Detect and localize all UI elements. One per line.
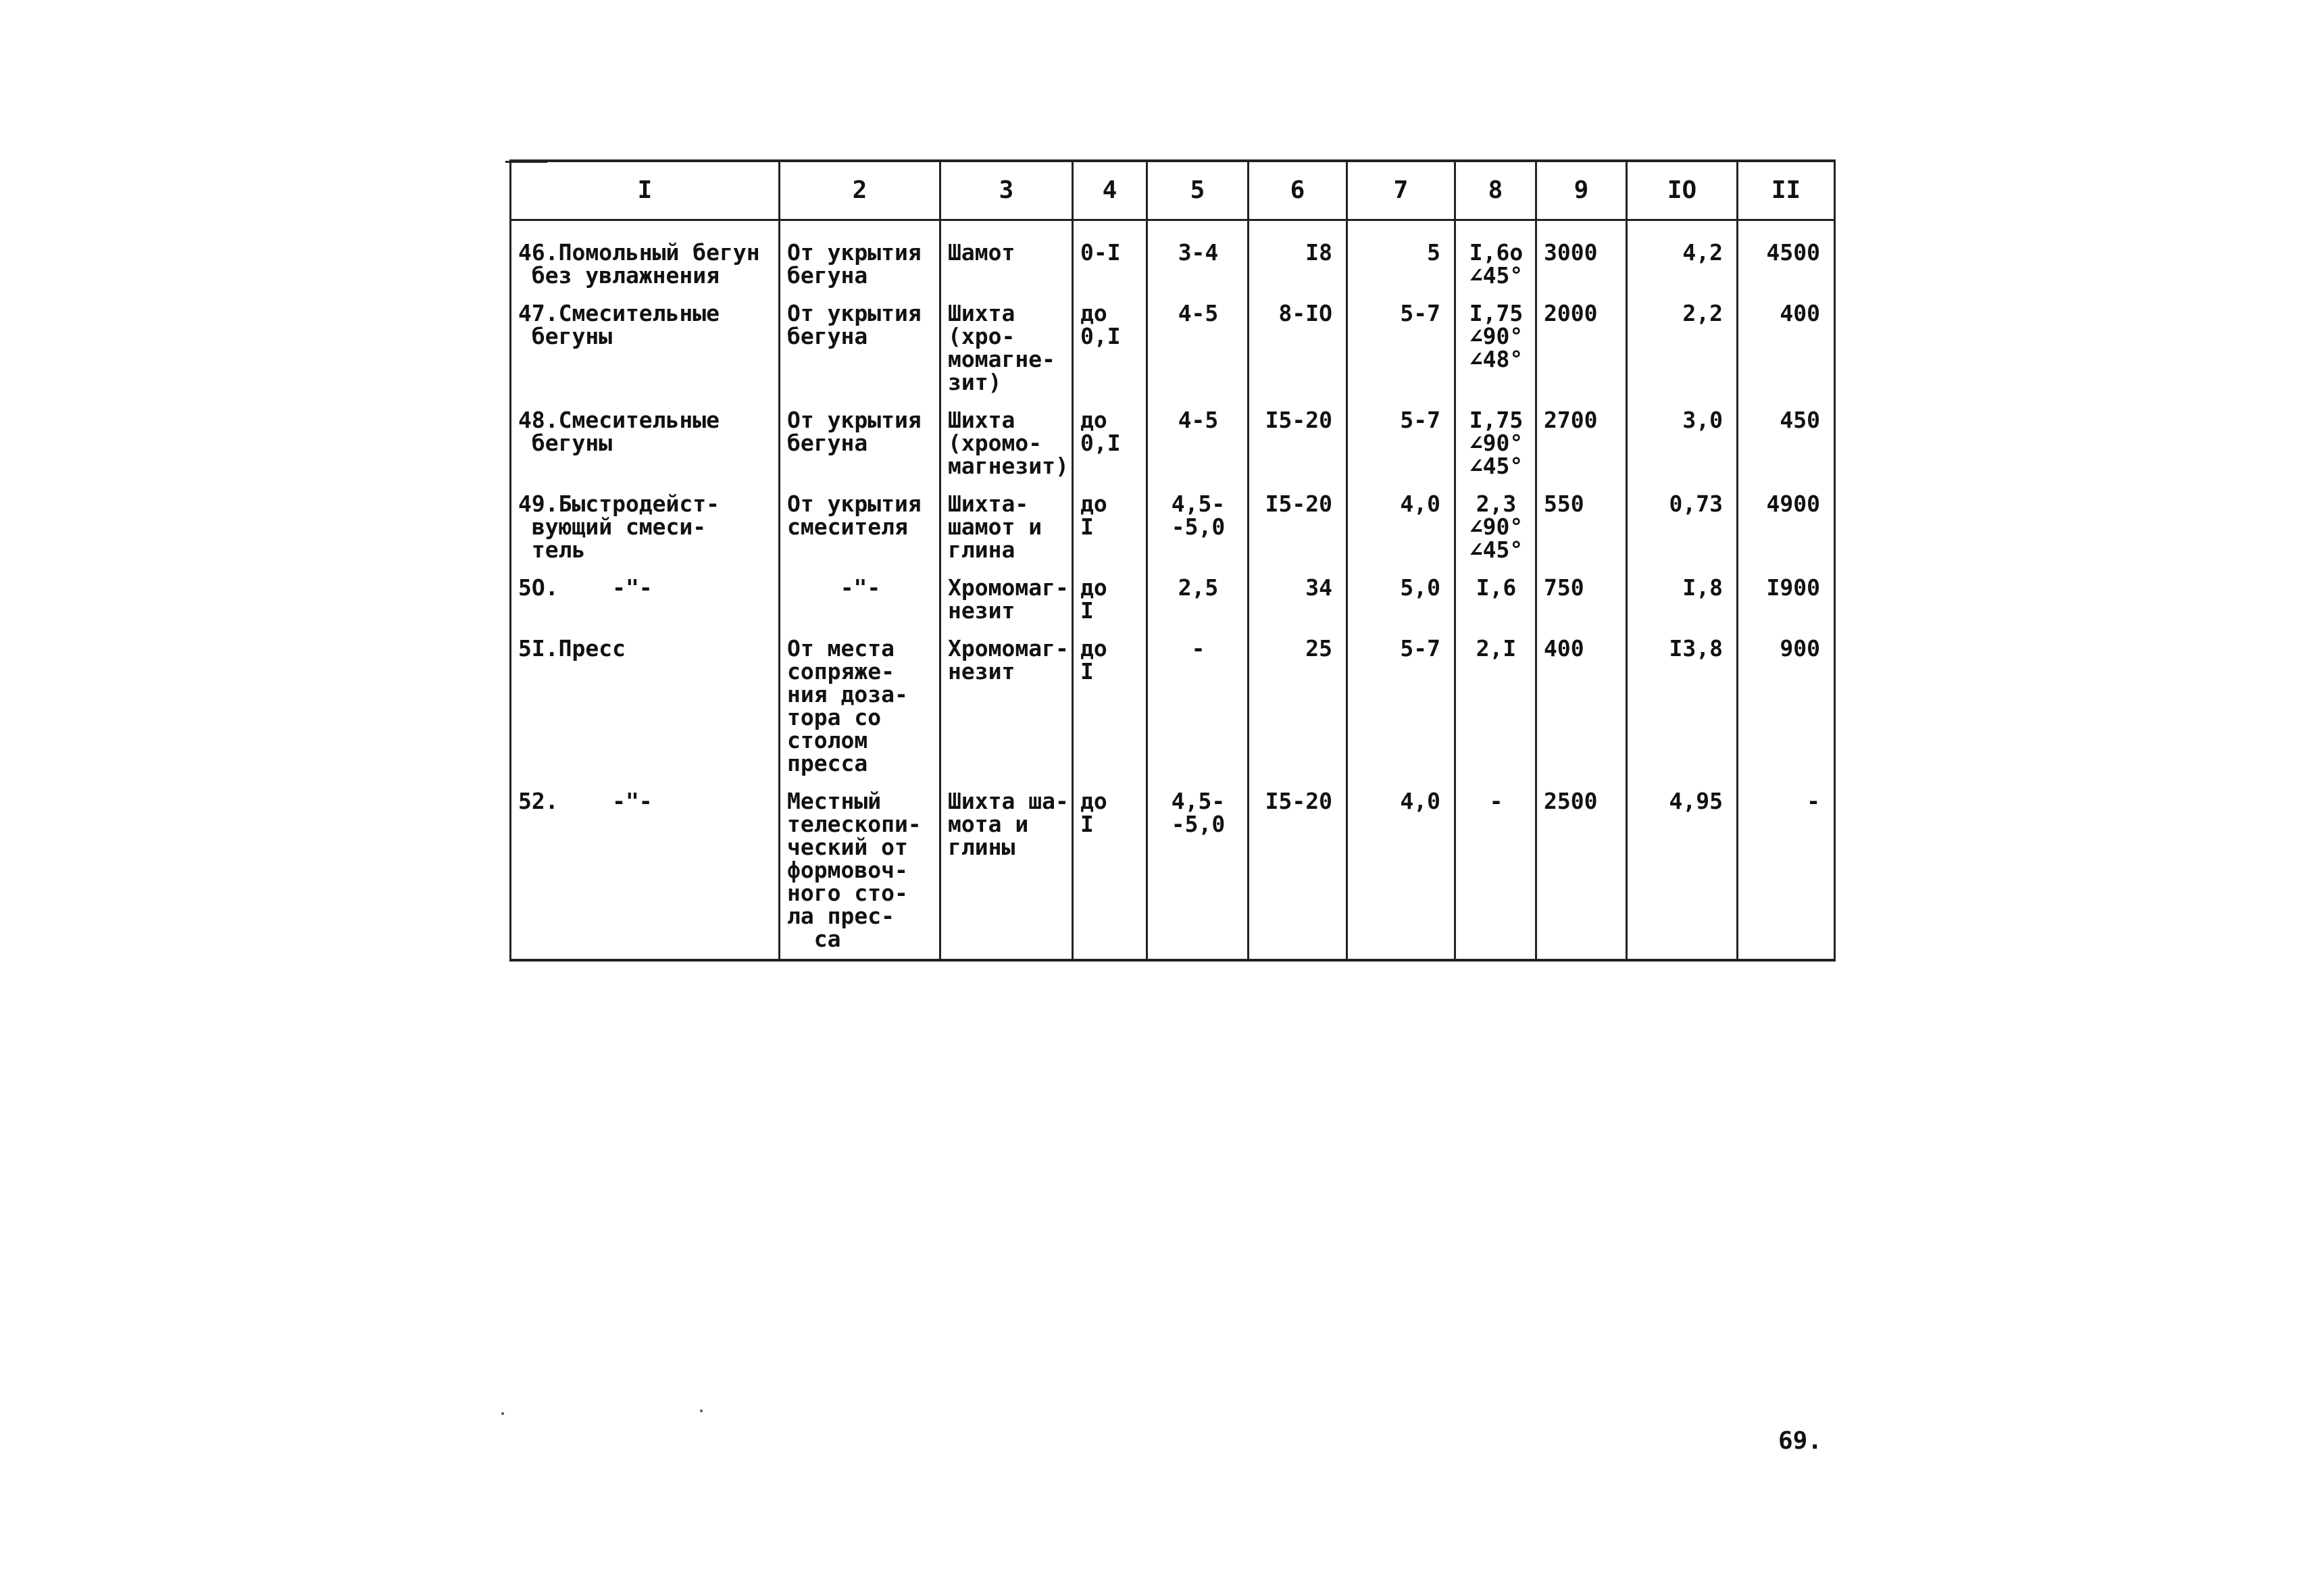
material-cell: Шихта- шамот и глина <box>940 486 1073 570</box>
column-header: 6 <box>1249 161 1347 220</box>
table-header <box>511 161 1835 220</box>
table-cell: 4-5 <box>1147 295 1249 402</box>
table-cell: 550 <box>1536 486 1627 570</box>
table-cell: 750 <box>1536 570 1627 630</box>
table-cell: I,75 ∠90° ∠45° <box>1455 402 1536 486</box>
table-cell: 4,95 <box>1627 783 1738 960</box>
table-cell: 450 <box>1738 402 1835 486</box>
page-number: 69. <box>1778 1427 1823 1455</box>
table-cell: I5-20 <box>1249 402 1347 486</box>
table-cell: 4-5 <box>1147 402 1249 486</box>
table-cell: 4,2 <box>1627 220 1738 296</box>
table-cell: до I <box>1073 570 1147 630</box>
table-row <box>511 220 1835 296</box>
suction-point-cell: От укрытия бегуна <box>780 295 940 402</box>
equipment-cell: 5I.Пресс <box>511 630 780 783</box>
table-cell: I5-20 <box>1249 783 1347 960</box>
table-cell: I,8 <box>1627 570 1738 630</box>
material-cell: Хромомаг- незит <box>940 570 1073 630</box>
equipment-cell: 5О. -"- <box>511 570 780 630</box>
table-cell: до 0,I <box>1073 295 1147 402</box>
table-row <box>511 295 1835 402</box>
table-cell: - <box>1455 783 1536 960</box>
table-row <box>511 486 1835 570</box>
table-cell: 2500 <box>1536 783 1627 960</box>
column-header: 8 <box>1455 161 1536 220</box>
column-header: II <box>1738 161 1835 220</box>
table-cell: 400 <box>1536 630 1627 783</box>
suction-point-cell: Местный телескопи- ческий от формовоч- ного сто- ла прес- са <box>780 783 940 960</box>
table-cell: 5-7 <box>1347 295 1455 402</box>
table-cell: 2000 <box>1536 295 1627 402</box>
table-cell: I900 <box>1738 570 1835 630</box>
column-header: IO <box>1627 161 1738 220</box>
material-cell: Шихта (хромо- магнезит) <box>940 402 1073 486</box>
equipment-cell: 52. -"- <box>511 783 780 960</box>
equipment-cell: 49.Быстродейст- вующий смеси- тель <box>511 486 780 570</box>
table-cell: 3,0 <box>1627 402 1738 486</box>
table-cell: 5-7 <box>1347 402 1455 486</box>
table-cell: 5 <box>1347 220 1455 296</box>
table-cell: 2700 <box>1536 402 1627 486</box>
table-cell: до 0,I <box>1073 402 1147 486</box>
scan-speck <box>501 1412 504 1415</box>
column-header: 5 <box>1147 161 1249 220</box>
table-cell: 2,I <box>1455 630 1536 783</box>
equipment-cell: 48.Смесительные бегуны <box>511 402 780 486</box>
suction-point-cell: От места сопряже- ния доза- тора со столом пресса <box>780 630 940 783</box>
table-cell: 0,73 <box>1627 486 1738 570</box>
table-cell: 4,0 <box>1347 486 1455 570</box>
suction-point-cell: От укрытия бегуна <box>780 220 940 296</box>
table-cell: 2,2 <box>1627 295 1738 402</box>
table-row <box>511 783 1835 960</box>
table-cell: - <box>1147 630 1249 783</box>
header-row <box>511 161 1835 220</box>
equipment-cell: 46.Помольный бегун без увлажнения <box>511 220 780 296</box>
table-cell: 2,3 ∠90° ∠45° <box>1455 486 1536 570</box>
scan-speck <box>700 1410 703 1412</box>
table-row <box>511 630 1835 783</box>
table-cell: до I <box>1073 783 1147 960</box>
table-cell: 4,0 <box>1347 783 1455 960</box>
table-cell: I,6о ∠45° <box>1455 220 1536 296</box>
table-cell: 4,5- -5,0 <box>1147 486 1249 570</box>
column-header: 2 <box>780 161 940 220</box>
table-cell: до I <box>1073 630 1147 783</box>
material-cell: Шамот <box>940 220 1073 296</box>
table-cell: 2,5 <box>1147 570 1249 630</box>
material-cell: Шихта ша- мота и глины <box>940 783 1073 960</box>
table-cell: 25 <box>1249 630 1347 783</box>
suction-point-cell: От укрытия смесителя <box>780 486 940 570</box>
table-cell: 4500 <box>1738 220 1835 296</box>
table-cell: до I <box>1073 486 1147 570</box>
suction-point-cell: От укрытия бегуна <box>780 402 940 486</box>
data-table <box>509 159 1836 962</box>
table-cell: 900 <box>1738 630 1835 783</box>
table-cell: - <box>1738 783 1835 960</box>
table-cell: 8-IO <box>1249 295 1347 402</box>
table-cell: 0-I <box>1073 220 1147 296</box>
equipment-cell: 47.Смесительные бегуны <box>511 295 780 402</box>
table-cell: 3000 <box>1536 220 1627 296</box>
table-cell: 4,5- -5,0 <box>1147 783 1249 960</box>
table-cell: I,6 <box>1455 570 1536 630</box>
column-header: 9 <box>1536 161 1627 220</box>
table-cell: 4900 <box>1738 486 1835 570</box>
table-cell: 5,0 <box>1347 570 1455 630</box>
table-cell: I3,8 <box>1627 630 1738 783</box>
column-header: 7 <box>1347 161 1455 220</box>
column-header: 4 <box>1073 161 1147 220</box>
table-cell: 34 <box>1249 570 1347 630</box>
column-header: 3 <box>940 161 1073 220</box>
table-cell: I5-20 <box>1249 486 1347 570</box>
table-body <box>511 220 1835 961</box>
material-cell: Шихта (хро- момагне- зит) <box>940 295 1073 402</box>
table-cell: I8 <box>1249 220 1347 296</box>
table-cell: 400 <box>1738 295 1835 402</box>
column-header: I <box>511 161 780 220</box>
table-cell: 5-7 <box>1347 630 1455 783</box>
material-cell: Хромомаг- незит <box>940 630 1073 783</box>
table-row <box>511 402 1835 486</box>
suction-point-cell: -"- <box>780 570 940 630</box>
table-cell: 3-4 <box>1147 220 1249 296</box>
table-row <box>511 570 1835 630</box>
table-cell: I,75 ∠90° ∠48° <box>1455 295 1536 402</box>
